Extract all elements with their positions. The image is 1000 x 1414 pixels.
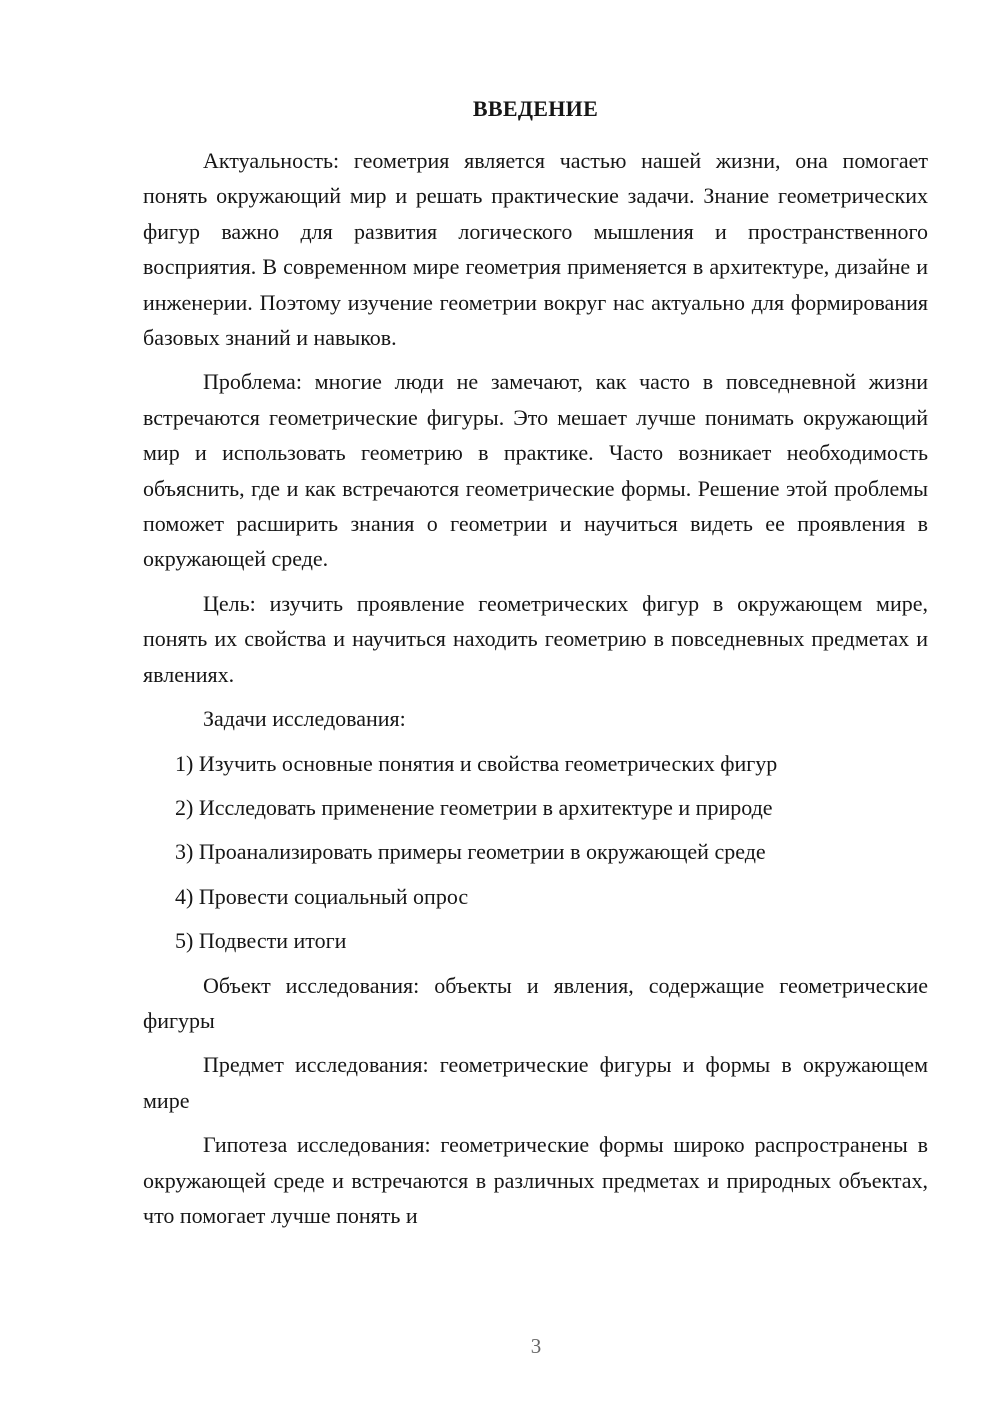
list-item: 5) Подвести итоги bbox=[175, 928, 347, 954]
list-item: 1) Изучить основные понятия и свойства геометрических фигур bbox=[175, 750, 778, 776]
list-item: 3) Проанализировать примеры геометрии в окружающей среде bbox=[175, 839, 766, 865]
paragraph-goal: Цель: изучить проявление геометрических фигур в окружающем мире, понять их свойства и научиться находить геометрию в повседневных предметах и явлениях. bbox=[143, 590, 928, 687]
list-item: 2) Исследовать применение геометрии в архитектуре и природе bbox=[175, 794, 773, 820]
tasks-list bbox=[143, 746, 928, 959]
paragraph-subject: Предмет исследования: геометрические фигуры и формы в окружающем мире bbox=[143, 1052, 928, 1113]
paragraph-tasks-intro: Задачи исследования: bbox=[203, 706, 406, 732]
page-number: 3 bbox=[530, 1334, 542, 1358]
paragraph-hypothesis: Гипотеза исследования: геометрические формы широко распространены в окружающей среде и встречаются в различных предметах и природных объектах, что помогает лучше понять и bbox=[143, 1132, 928, 1228]
section-heading: ВВЕДЕНИЕ bbox=[472, 96, 599, 121]
paragraph-relevance: Актуальность: геометрия является частью нашей жизни, она помогает понять окружающий мир и решать практические задачи. Знание геометрических фигур важно для развития логического мышления и пространственного восприятия. В современном мире геометрия применяется в архитектуре, дизайне и инженерии. Поэтому изучение геометрии вокруг нас актуально для формирования базовых знаний и навыков. bbox=[143, 148, 928, 351]
paragraph-object: Объект исследования: объекты и явления, содержащие геометрические фигуры bbox=[143, 972, 928, 1033]
list-item: 4) Провести социальный опрос bbox=[175, 883, 469, 909]
paragraph-problem: Проблема: многие люди не замечают, как часто в повседневной жизни встречаются геометрические фигуры. Это мешает лучше понимать окружающий мир и использовать геометрию в практике. Часто возникает необходимость объяснить, где и как встречаются геометрические формы. Решение этой проблемы поможет расширить знания о геометрии и научиться видеть ее проявления в окружающей среде. bbox=[143, 369, 928, 572]
body-text bbox=[143, 143, 928, 1233]
